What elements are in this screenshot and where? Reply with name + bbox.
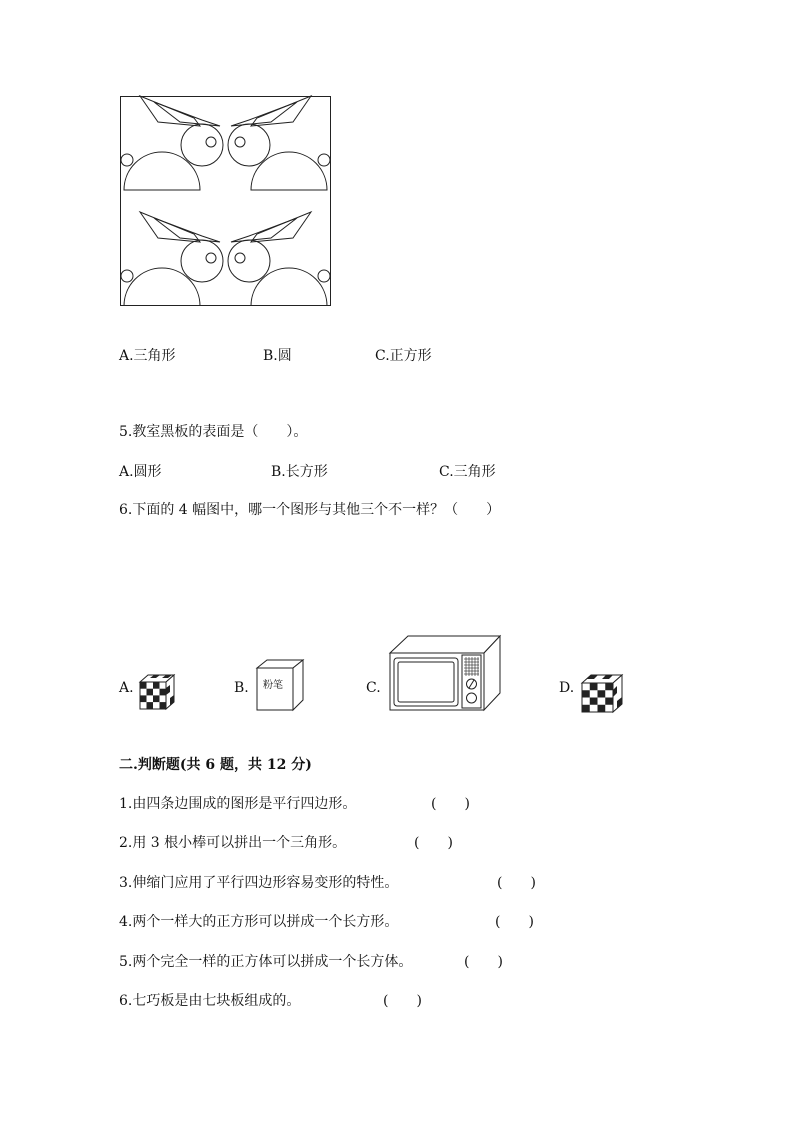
rubik-cube-d-icon (578, 672, 624, 716)
judgement-item-3: 3.伸缩门应用了平行四边形容易变形的特性。 (119, 875, 399, 891)
judgement-item-6: 6.七巧板是由七块板组成的。 (119, 993, 301, 1009)
judgement-item-1: 1.由四条边围成的图形是平行四边形。 (119, 796, 357, 812)
chalk-box-label: 粉笔 (263, 680, 283, 691)
judgement-blank-1[interactable]: ( ) (431, 796, 470, 812)
rubik-cube-a-icon (136, 672, 176, 712)
q6-stem: 6.下面的 4 幅图中，哪一个图形与其他三个不一样？（ ） (119, 502, 501, 518)
q6-option-b-label[interactable]: B. (234, 680, 249, 696)
q6-option-c-label[interactable]: C. (366, 680, 381, 696)
q6-option-a-label[interactable]: A. (119, 680, 134, 696)
q4-option-a[interactable]: A.三角形 (119, 348, 176, 364)
judgement-item-5: 5.两个完全一样的正方体可以拼成一个长方体。 (119, 954, 413, 970)
judgement-blank-3[interactable]: ( ) (497, 875, 536, 891)
q5-stem: 5.教室黑板的表面是（ ）。 (119, 424, 308, 440)
judgement-blank-2[interactable]: ( ) (414, 835, 453, 851)
rabbit-pattern-figure (120, 96, 332, 306)
microwave-icon (388, 633, 502, 713)
q5-option-c[interactable]: C.三角形 (439, 464, 496, 480)
q4-option-c[interactable]: C.正方形 (375, 348, 432, 364)
judgement-item-2: 2.用 3 根小棒可以拼出一个三角形。 (119, 835, 347, 851)
q5-option-a[interactable]: A.圆形 (119, 464, 162, 480)
judgement-blank-5[interactable]: ( ) (464, 954, 503, 970)
judgement-blank-6[interactable]: ( ) (383, 993, 422, 1009)
judgement-blank-4[interactable]: ( ) (495, 914, 534, 930)
judgement-item-4: 4.两个一样大的正方形可以拼成一个长方形。 (119, 914, 399, 930)
q4-option-b[interactable]: B.圆 (263, 348, 292, 364)
q6-option-d-label[interactable]: D. (559, 680, 575, 696)
q5-option-b[interactable]: B.长方形 (271, 464, 328, 480)
section-2-title: 二.判断题(共 6 题，共 12 分) (119, 757, 312, 773)
